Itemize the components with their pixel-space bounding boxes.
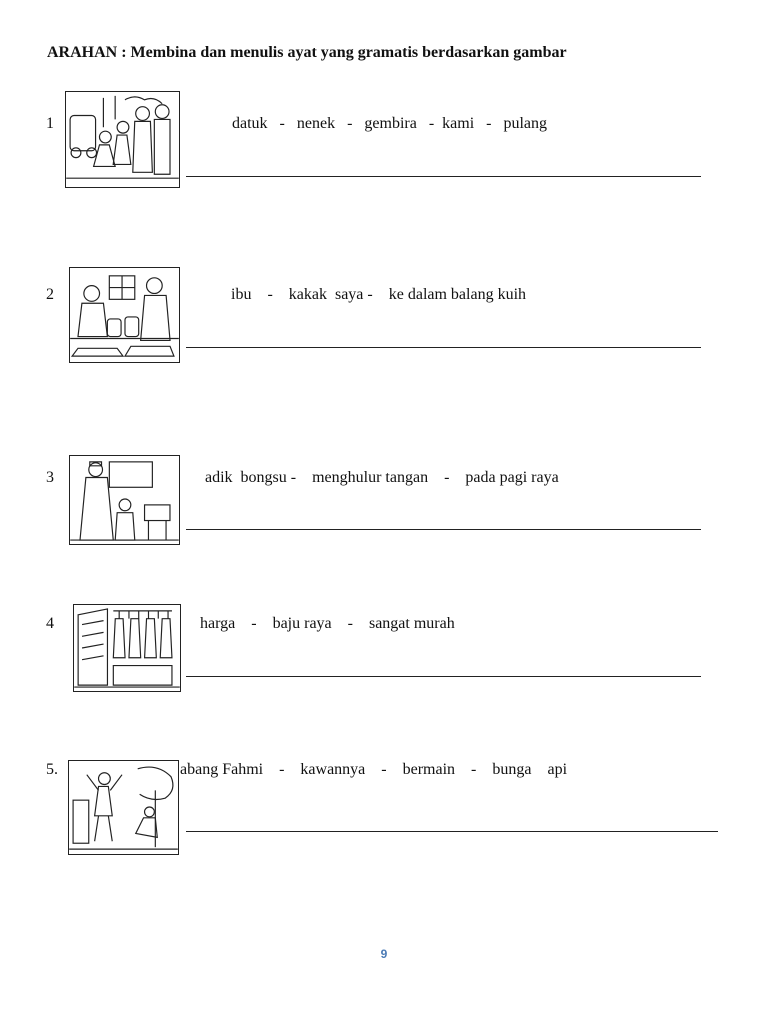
item-number-3: 3: [46, 469, 54, 486]
answer-line-2[interactable]: [186, 347, 701, 348]
baking-cookies-picture: [69, 267, 180, 363]
item-number-4: 4: [46, 615, 54, 632]
item-number-1: 1: [46, 115, 54, 132]
answer-line-4[interactable]: [186, 676, 701, 677]
page-number: 9: [380, 947, 388, 961]
item-words-5: abang Fahmi - kawannya - bermain - bunga api: [180, 761, 568, 778]
item-words-3: adik bongsu - menghulur tangan - pada pagi raya: [205, 469, 559, 486]
answer-line-5[interactable]: [186, 831, 718, 832]
instruction-title: ARAHAN : Membina dan menulis ayat yang gramatis berdasarkan gambar: [47, 44, 567, 61]
item-number-2: 2: [46, 286, 54, 303]
answer-line-1[interactable]: [186, 176, 701, 177]
item-words-1: datuk - nenek - gembira - kami - pulang: [232, 115, 548, 132]
clothing-shop-picture: [73, 604, 181, 692]
item-words-4: harga - baju raya - sangat murah: [200, 615, 455, 632]
item-number-5: 5.: [46, 761, 58, 778]
fireworks-play-picture: [68, 760, 179, 855]
family-reunion-picture: [65, 91, 180, 188]
salam-greeting-picture: [69, 455, 180, 545]
answer-line-3[interactable]: [186, 529, 701, 530]
item-words-2: ibu - kakak saya - ke dalam balang kuih: [231, 286, 527, 303]
